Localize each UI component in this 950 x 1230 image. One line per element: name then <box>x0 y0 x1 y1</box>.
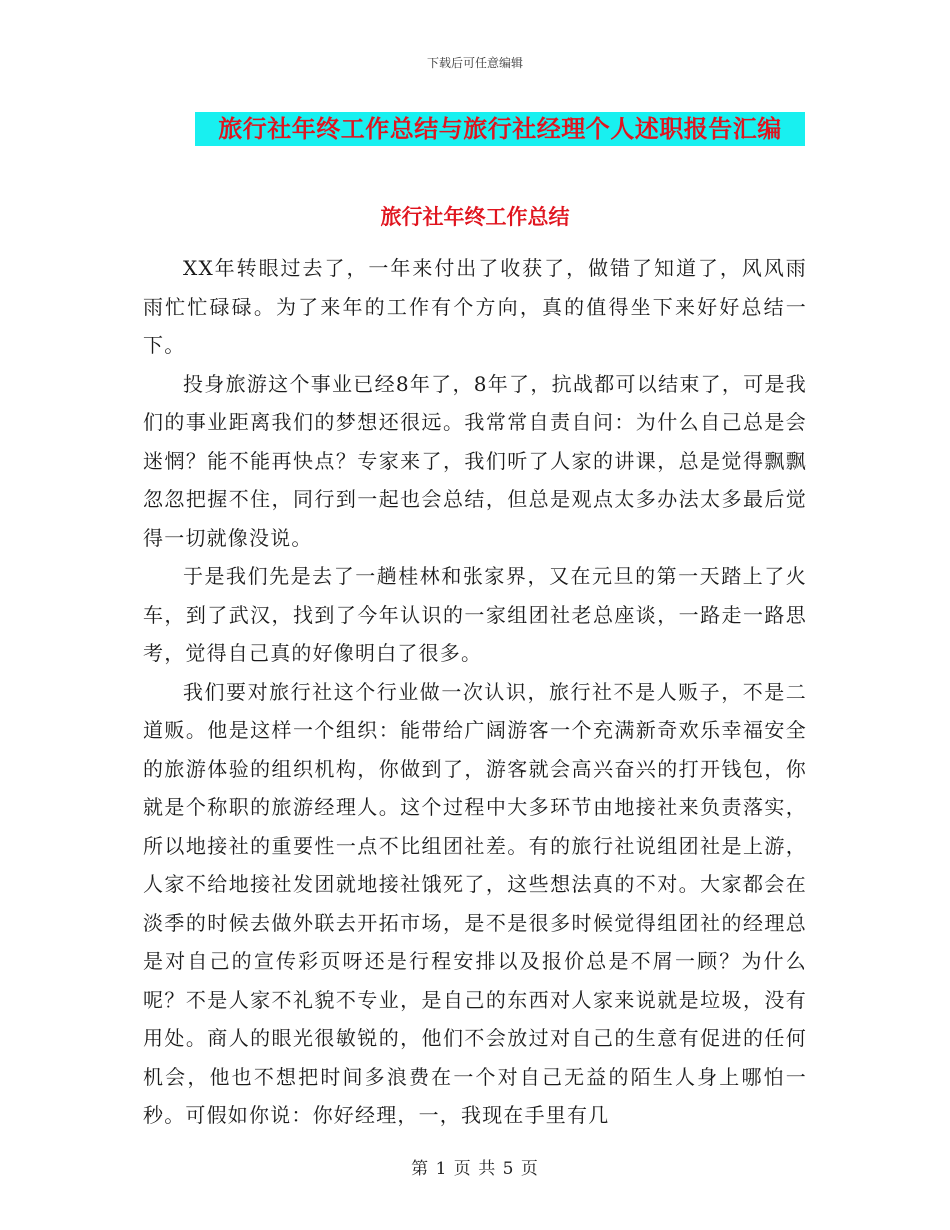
document-body <box>143 249 807 1135</box>
paragraph: 于是我们先是去了一趟桂林和张家界，又在元旦的第一天踏上了火车，到了武汉，找到了今年认识的一家组团社老总座谈，一路走一路思考，觉得自己真的好像明白了很多。 <box>143 564 807 665</box>
page-header-note: 下载后可任意编辑 <box>426 56 523 70</box>
paragraph: XX年转眼过去了，一年来付出了收获了，做错了知道了，风风雨雨忙忙碌碌。为了来年的工作有个方向，真的值得坐下来好好总结一下。 <box>143 256 807 357</box>
document-title: 旅行社年终工作总结与旅行社经理个人述职报告汇编 <box>195 112 805 146</box>
page-number-footer: 第 1 页 共 5 页 <box>411 1159 539 1179</box>
paragraph: 我们要对旅行社这个行业做一次认识，旅行社不是人贩子，不是二道贩。他是这样一个组织：能带给广阔游客一个充满新奇欢乐幸福安全的旅游体验的组织机构，你做到了，游客就会高兴奋兴的打开钱包，你就是个称职的旅游经理人。这个过程中大多环节由地接社来负责落实，所以地接社的重要性一点不比组团社差。有的旅行社说组团社是上游，人家不给地接社发团就地接社饿死了，这些想法真的不对。大家都会在淡季的时候去做外联去开拓市场，是不是很多时候觉得组团社的经理总是对自己的宣传彩页呀还是行程安排以及报价总是不屑一顾？为什么呢？不是人家不礼貌不专业，是自己的东西对人家来说就是垃圾，没有用处。商人的眼光很敏锐的，他们不会放过对自己的生意有促进的任何机会，他也不想把时间多浪费在一个对自己无益的陌生人身上哪怕一秒。可假如你说：你好经理，一，我现在手里有几 <box>143 679 807 1127</box>
document-title-container <box>195 112 805 146</box>
paragraph: 投身旅游这个事业已经8年了，8年了，抗战都可以结束了，可是我们的事业距离我们的梦想还很远。我常常自责自问：为什么自己总是会迷惘？能不能再快点？专家来了，我们听了人家的讲课，总是觉得飘飘忽忽把握不住，同行到一起也会总结，但总是观点太多办法太多最后觉得一切就像没说。 <box>143 371 807 550</box>
section-title: 旅行社年终工作总结 <box>380 205 570 229</box>
